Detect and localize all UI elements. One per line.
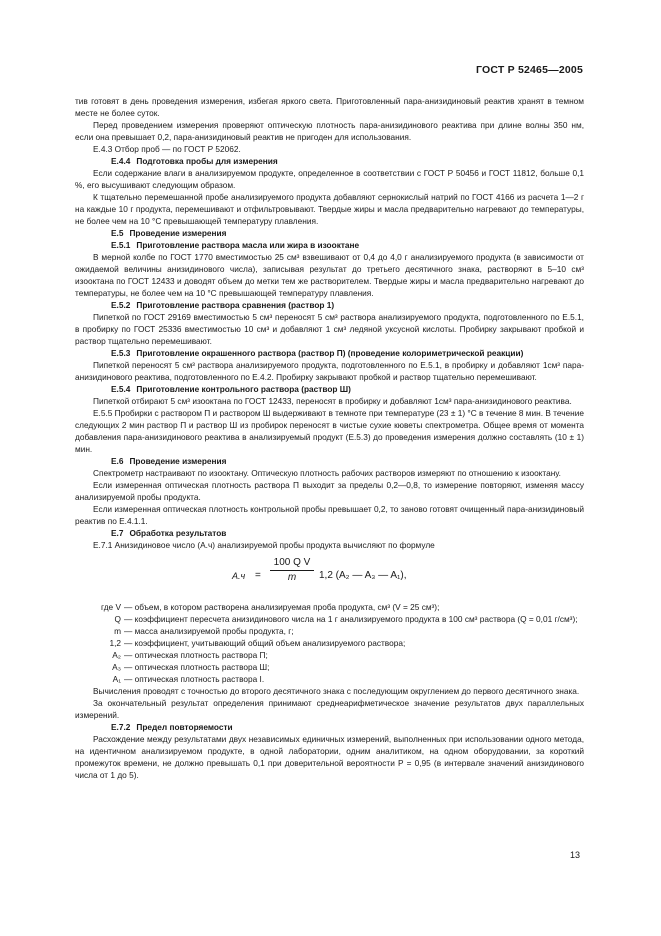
definition-item: 1,2 — коэффициент, учитывающий общий объем анализируемого раствора; (109, 638, 406, 648)
paragraph: Перед проведением измерения проверяют оптическую плотность пара-анизидинового реактива при длине волны 350 нм, если она превышает 0,2, пара-анизидиновый реактив не пригоден для использования. (75, 120, 584, 142)
paragraph: Пипеткой по ГОСТ 29169 вместимостью 5 см³ переносят 5 см³ раствора анализируемого продукта, подготовленного по Е.5.1, в пробирку по ГОСТ 25336 вместимостью 10 см³ и добавляют 1 см³ ледяной уксусной кислоты. Пробирку закрывают пробкой и раствор тщательно перемешивают. (75, 312, 584, 346)
paragraph: Пипеткой отбирают 5 см³ изооктана по ГОСТ 12433, переносят в пробирку и добавляют 1см³ пара-анизидинового реактива. (93, 396, 572, 406)
paragraph: Е.7.1 Анизидиновое число (А.ч) анализируемой пробы продукта вычисляют по формуле (93, 540, 435, 550)
section-heading: Е.4.4 Подготовка пробы для измерения (111, 156, 278, 166)
section-heading: Е.5.1 Приготовление раствора масла или жира в изооктане (111, 240, 360, 250)
paragraph: Если содержание влаги в анализируемом продукте, определенное в соответствии с ГОСТ Р 50456 и ГОСТ 11812, больше 0,1 %, его высушивают следующим образом. (75, 168, 584, 190)
section-heading: Е.7.2 Предел повторяемости (111, 722, 233, 732)
paragraph: Если измеренная оптическая плотность контрольной пробы превышает 0,2, то заново готовят очищенный пара-анизидиновый реактив по Е.4.1.1. (75, 504, 584, 526)
section-heading: Е.5 Проведение измерения (111, 228, 227, 238)
paragraph: Пипеткой переносят 5 см³ раствора анализируемого продукта, подготовленного по Е.5.1, в пробирку и добавляют 1см³ пара-анизидинового реактива, подготовленного по Е.4.2. Пробирку закрывают пробкой и раствор тщательно перемешивают. (75, 360, 584, 382)
section-heading: Е.5.4 Приготовление контрольного раствора (раствор Ш) (111, 384, 351, 394)
definition-item: m — масса анализируемой пробы продукта, г; (114, 626, 294, 636)
anisidine-formula (75, 557, 584, 599)
paragraph: Е.4.3 Отбор проб — по ГОСТ Р 52062. (93, 144, 241, 154)
formula-denominator: m (287, 572, 297, 583)
section-heading: Е.7 Обработка результатов (111, 528, 227, 538)
paragraph: Вычисления проводят с точностью до второго десятичного знака с последующим округлением до первого десятичного знака. (93, 686, 580, 696)
section-heading: Е.6 Проведение измерения (111, 456, 227, 466)
definition-item: A₂ — оптическая плотность раствора П; (112, 650, 268, 660)
paragraph: За окончательный результат определения принимают среднеарифметическое значение результатов двух параллельных измерений. (75, 698, 584, 720)
formula-lhs: А.ч (232, 571, 246, 581)
paragraph: В мерной колбе по ГОСТ 1770 вместимостью 25 см³ взвешивают от 0,4 до 4,0 г анализируемого продукта (в зависимости от ожидаемой величины анизидинового числа), записывая результат до третьего десятичного знака, растворяют в 5–10 см³ изооктана по ГОСТ 12433 и доводят объем до метки тем же растворителем. Твердые жиры и масла предварительно нагревают до температуры, не более чем на 10 °С превышающей температуру плавления. (75, 252, 584, 298)
paragraph: Спектрометр настраивают по изооктану. Оптическую плотность рабочих растворов измеряют по отношению к изооктану. (93, 468, 561, 478)
section-heading: Е.5.3 Приготовление окрашенного раствора (раствор П) (проведение колориметрической реакции) (111, 348, 524, 358)
definition-item: A₁ — оптическая плотность раствора I. (112, 674, 265, 684)
definition-item: A₃ — оптическая плотность раствора Ш; (112, 662, 270, 672)
definition-item: Q — коэффициент пересчета анизидинового числа на 1 г анализируемого продукта в 100 см³ раствора (Q = 0,01 г/см³); (114, 614, 578, 624)
definition-item: где V — объем, в котором растворена анализируемая проба продукта, см³ (V = 25 см³); (101, 602, 440, 612)
formula-equals: = (255, 570, 261, 581)
formula-rhs: 1,2 (A₂ — A₃ — A₁), (319, 570, 407, 581)
formula-fraction (270, 557, 314, 584)
formula-numerator: 100 Q V (270, 557, 314, 571)
paragraph: К тщательно перемешанной пробе анализируемого продукта добавляют сернокислый натрий по ГОСТ 4166 из расчета 1—2 г на каждые 10 г продукта, перемешивают и отфильтровывают. Твердые жиры и масла предварительно нагревают до температуры, не более чем на 10 °С превышающей температуру плавления. (75, 192, 584, 226)
paragraph: Расхождение между результатами двух независимых единичных измерений, выполненных при использовании одного метода, на идентичном анализируемом продукте, в одной лаборатории, одним аналитиком, на одном оборудовании, за короткий промежуток времени, не должно превышать 0,1 при доверительной вероятности Р = 0,95 (в интервале значений анизидинового числа от 1 до 5). (75, 734, 584, 780)
page-number: 13 (570, 850, 581, 860)
paragraph: тив готовят в день проведения измерения, избегая яркого света. Приготовленный пара-анизидиновый реактив хранят в темном месте не более суток. (75, 96, 584, 118)
document-body (75, 95, 584, 781)
definitions-list (75, 601, 584, 685)
section-heading: Е.5.2 Приготовление раствора сравнения (раствор 1) (111, 300, 335, 310)
paragraph: Если измеренная оптическая плотность раствора П выходит за пределы 0,2—0,8, то измерение повторяют, изменяя массу анализируемой пробы продукта. (75, 480, 584, 502)
page-header-standard-code: ГОСТ Р 52465—2005 (475, 64, 583, 76)
paragraph: Е.5.5 Пробирки с раствором П и раствором Ш выдерживают в темноте при температуре (23 ± 1) °С в течение 8 мин. В течение следующих 2 мин раствор П и раствор Ш из пробирок переносят в чистые сухие кюветы спектрометра. Общее время от момента добавления пара-анизидинового реактива в анализируемый продукт (Е.5.3) до проведения измерения должно составлять (10 ± 1) мин. (75, 408, 584, 454)
